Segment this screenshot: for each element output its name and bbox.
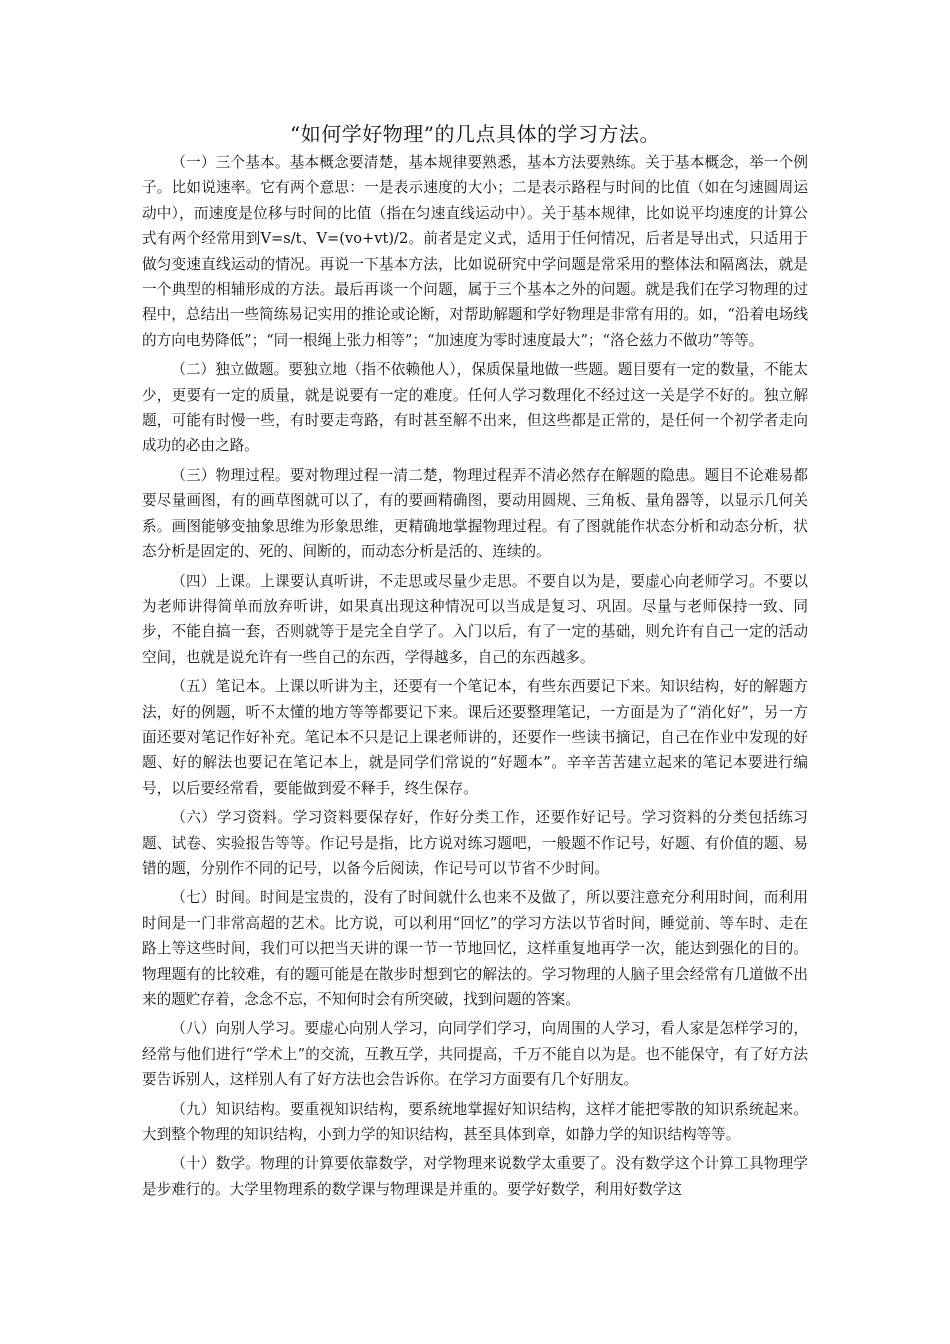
paragraph-3-physical-process: （三）物理过程。要对物理过程一清二楚，物理过程弄不清必然存在解题的隐患。题目不论难易都要尽量画图，有的画草图就可以了，有的要画精确图，要动用圆规、三角板、量角器等，以显示几何关系。画图能够变抽象思维为形象思维，更精确地掌握物理过程。有了图就能作状态分析和动态分析，状态分析是固定的、死的、间断的，而动态分析是活的、连续的。 <box>142 466 808 561</box>
paragraph-5-notebook: （五）笔记本。上课以听讲为主，还要有一个笔记本，有些东西要记下来。知识结构，好的解题方法，好的例题，听不太懂的地方等等都要记下来。课后还要整理笔记，一方面是为了“消化好”，另一方面还要对笔记作好补充。笔记本不只是记上课老师讲的，还要作一些读书摘记，自己在作业中发现的好题、好的解法也要记在笔记本上，就是同学们常说的“好题本”。辛辛苦苦建立起来的笔记本要进行编号，以后要经常看，要能做到爱不释手，终生保存。 <box>142 678 808 797</box>
document-title: “如何学好物理”的几点具体的学习方法。 <box>290 122 660 146</box>
paragraph-4-class: （四）上课。上课要认真听讲，不走思或尽量少走思。不要自以为是，要虚心向老师学习。不要以为老师讲得简单而放弃听讲，如果真出现这种情况可以当成是复习、巩固。尽量与老师保持一致、同步，不能自搞一套，否则就等于是完全自学了。入门以后，有了一定的基础，则允许有自己一定的活动空间，也就是说允许有一些自己的东西，学得越多，自己的东西越多。 <box>142 572 808 666</box>
paragraph-1-basics: （一）三个基本。基本概念要清楚，基本规律要熟悉，基本方法要熟练。关于基本概念，举一个例子。比如说速率。它有两个意思：一是表示速度的大小；二是表示路程与时间的比值（如在匀速圆周运动中），而速度是位移与时间的比值（指在匀速直线运动中）。关于基本规律，比如说平均速度的计算公式有两个经常用到V=s/t、V=(vo+vt)/2。前者是定义式，适用于任何情况，后者是导出式，只适用于做匀变速直线运动的情况。再说一下基本方法，比如说研究中学问题是常采用的整体法和隔离法，就是一个典型的相辅形成的方法。最后再谈一个问题，属于三个基本之外的问题。就是我们在学习物理的过程中，总结出一些简练易记实用的推论或论断，对帮助解题和学好物理是非常有用的。如，“沿着电场线的方向电势降低”；“同一根绳上张力相等”；“加速度为零时速度最大”；“洛仑兹力不做功”等等。 <box>142 154 808 349</box>
paragraph-10-mathematics: （十）数学。物理的计算要依靠数学，对学物理来说数学太重要了。没有数学这个计算工具物理学是步难行的。大学里物理系的数学课与物理课是并重的。要学好数学，利用好数学这 <box>142 1155 808 1198</box>
paragraph-9-knowledge-structure: （九）知识结构。要重视知识结构，要系统地掌握好知识结构，这样才能把零散的知识系统起来。大到整个物理的知识结构，小到力学的知识结构，甚至具体到章，如静力学的知识结构等等。 <box>142 1100 808 1144</box>
paragraph-2-independent-practice: （二）独立做题。要独立地（指不依赖他人），保质保量地做一些题。题目要有一定的数量，不能太少，更要有一定的质量，就是说要有一定的难度。任何人学习数理化不经过这一关是学不好的。独立解题，可能有时慢一些，有时要走弯路，有时甚至解不出来，但这些都是正常的，是任何一个初学者走向成功的必由之路。 <box>142 361 808 455</box>
paragraph-6-materials: （六）学习资料。学习资料要保存好，作好分类工作，还要作好记号。学习资料的分类包括练习题、试卷、实验报告等等。作记号是指，比方说对练习题吧，一般题不作记号，好题、有价值的题、易错的题，分别作不同的记号，以备今后阅读，作记号可以节省不少时间。 <box>142 809 808 877</box>
paragraph-8-learn-from-others: （八）向别人学习。要虚心向别人学习，向同学们学习，向周围的人学习，看人家是怎样学习的，经常与他们进行“学术上”的交流，互教互学，共同提高，千万不能自以为是。也不能保守，有了好方法要告诉别人，这样别人有了好方法也会告诉你。在学习方面要有几个好朋友。 <box>142 1020 808 1089</box>
paragraph-7-time: （七）时间。时间是宝贵的，没有了时间就什么也来不及做了，所以要注意充分利用时间，而利用时间是一门非常高超的艺术。比方说，可以利用“回忆”的学习方法以节省时间，睡觉前、等车时、走在路上等这些时间，我们可以把当天讲的课一节一节地回忆，这样重复地再学一次，能达到强化的目的。物理题有的比较难，有的题可能是在散步时想到它的解法的。学习物理的人脑子里会经常有几道做不出来的题贮存着，念念不忘，不知何时会有所突破，找到问题的答案。 <box>142 889 808 1008</box>
document-page <box>142 120 808 1206</box>
